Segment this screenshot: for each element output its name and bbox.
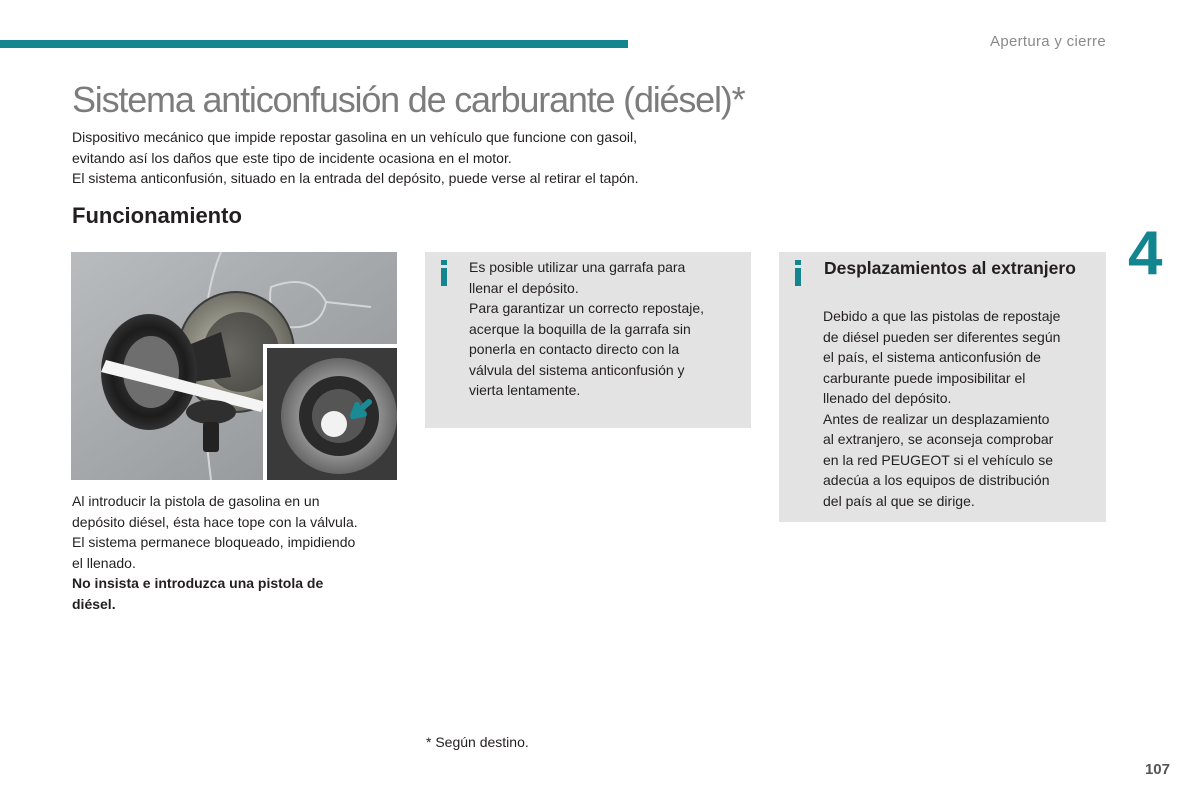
header-accent-bar [0, 40, 628, 48]
warning-line: diésel. [72, 595, 116, 612]
section-subtitle: Funcionamiento [72, 203, 242, 228]
info-line: llenar el depósito. [469, 279, 579, 296]
figure-caption [72, 491, 397, 614]
caption-line: el llenado. [72, 554, 136, 571]
info-line: Es posible utilizar una garrafa para [469, 259, 686, 275]
info-line: acerque la boquilla de la garrafa sin [469, 320, 691, 337]
info-box-heading: Desplazamientos al extranjero [824, 258, 1076, 278]
info-line: del país al que se dirige. [823, 492, 975, 509]
info-box-extranjero [779, 252, 1106, 522]
info-box-text [823, 306, 1098, 511]
page-number: 107 [1144, 761, 1170, 778]
info-line: en la red PEUGEOT si el vehículo se [823, 451, 1054, 468]
info-line: Para garantizar un correcto repostaje, [469, 300, 705, 316]
info-line: al extranjero, se aconseja comprobar [823, 431, 1054, 447]
caption-line: depósito diésel, ésta hace tope con la válvula. [72, 513, 358, 530]
info-line: ponerla en contacto directo con la [469, 341, 680, 357]
info-line: llenado del depósito. [823, 390, 952, 406]
info-line: el país, el sistema anticonfusión de [823, 349, 1041, 365]
info-icon [437, 260, 451, 286]
intro-line: evitando así los daños que este tipo de incidente ocasiona en el motor. [72, 149, 512, 166]
info-line: Debido a que las pistolas de repostaje [823, 308, 1061, 324]
chapter-number: 4 [1128, 219, 1163, 288]
section-name: Apertura y cierre [990, 33, 1106, 50]
info-line: Antes de realizar un desplazamiento [823, 410, 1050, 427]
caption-line: El sistema permanece bloqueado, impidiendo [72, 534, 356, 550]
info-line: de diésel pueden ser diferentes según [823, 328, 1061, 345]
info-line: adecúa a los equipos de distribución [823, 472, 1050, 488]
intro-line: Dispositivo mecánico que impide repostar gasolina en un vehículo que funcione con gasoil, [72, 129, 638, 145]
caption-line: Al introducir la pistola de gasolina en un [72, 493, 320, 509]
intro-paragraph [72, 127, 732, 189]
info-line: válvula del sistema anticonfusión y [469, 361, 685, 378]
info-icon [791, 260, 805, 286]
intro-line: El sistema anticonfusión, situado en la entrada del depósito, puede verse al retirar el tapón. [72, 170, 639, 186]
footnote: * Según destino. [426, 734, 529, 750]
warning-line: No insista e introduzca una pistola de [72, 575, 324, 591]
info-line: carburante puede imposibilitar el [823, 369, 1026, 386]
info-box-text [469, 257, 739, 401]
info-line: vierta lentamente. [469, 382, 581, 398]
page-title: Sistema anticonfusión de carburante (diésel)* [72, 79, 745, 120]
fuel-filler-illustration [71, 252, 397, 480]
info-box-garrafa [425, 252, 751, 428]
